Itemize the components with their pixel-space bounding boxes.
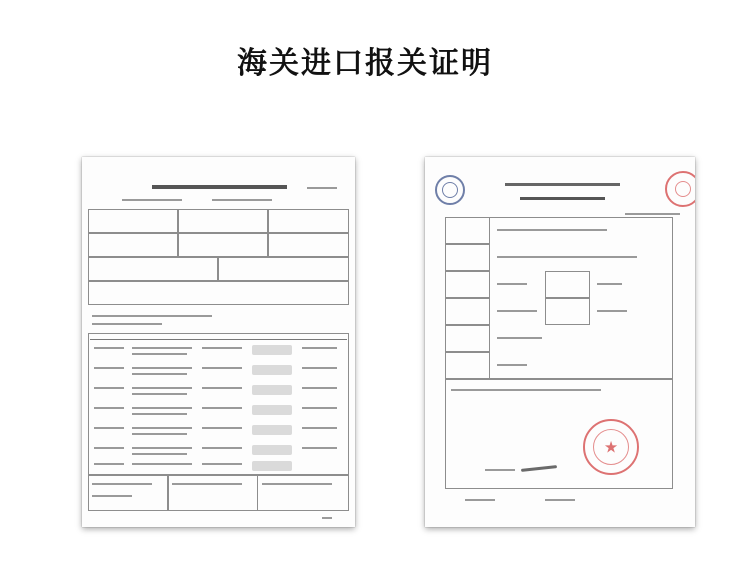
goods-row-line bbox=[202, 447, 242, 449]
certificate-value-line bbox=[497, 310, 537, 312]
certificate-label-cell bbox=[545, 271, 590, 298]
inspection-certificate-document bbox=[425, 157, 695, 527]
certificate-remarks-line bbox=[451, 389, 601, 391]
goods-row-line bbox=[94, 387, 124, 389]
goods-row-line bbox=[132, 427, 192, 429]
certificate-remarks-box bbox=[445, 379, 673, 489]
blurred-value bbox=[252, 405, 292, 415]
emblem-icon bbox=[435, 175, 465, 205]
goods-row-line bbox=[132, 463, 192, 465]
form-cell bbox=[268, 233, 349, 257]
form-text-line bbox=[92, 323, 162, 325]
certificate-label-cell bbox=[445, 325, 490, 352]
goods-item-table bbox=[88, 333, 349, 475]
form-cell bbox=[88, 209, 178, 233]
form-text-line bbox=[92, 495, 132, 497]
goods-row-line bbox=[132, 447, 192, 449]
goods-row-line bbox=[132, 413, 187, 415]
certificate-number-line bbox=[625, 213, 680, 215]
goods-row-line bbox=[202, 367, 242, 369]
certificate-label-cell bbox=[445, 298, 490, 325]
certificate-label-cell bbox=[545, 298, 590, 325]
goods-row-line bbox=[202, 427, 242, 429]
goods-row-line bbox=[302, 427, 337, 429]
certificate-label-cell bbox=[445, 217, 490, 244]
official-stamp-icon: ★ bbox=[583, 419, 639, 475]
goods-row-line bbox=[94, 367, 124, 369]
goods-row-line bbox=[302, 367, 337, 369]
goods-row-line bbox=[302, 447, 337, 449]
customs-declaration-document bbox=[82, 157, 355, 527]
certificate-value-line bbox=[597, 283, 622, 285]
goods-table-header-rule bbox=[90, 339, 347, 340]
certificate-title-line bbox=[505, 183, 620, 186]
certificate-value-line bbox=[497, 337, 542, 339]
form-footer-cell bbox=[168, 475, 258, 511]
certificate-value-line bbox=[497, 229, 607, 231]
goods-row-line bbox=[302, 407, 337, 409]
certificate-subtitle-line bbox=[520, 197, 605, 200]
page-number-mark bbox=[322, 517, 332, 519]
form-footer-cell bbox=[88, 475, 168, 511]
blurred-value bbox=[252, 385, 292, 395]
goods-row-line bbox=[94, 427, 124, 429]
blurred-value bbox=[252, 461, 292, 471]
certificate-value-line bbox=[497, 256, 637, 258]
blurred-value bbox=[252, 365, 292, 375]
goods-row-line bbox=[202, 347, 242, 349]
form-cell bbox=[268, 209, 349, 233]
form-number-line bbox=[212, 199, 272, 201]
form-cell bbox=[88, 257, 218, 281]
goods-row-line bbox=[132, 393, 187, 395]
certificate-label-cell bbox=[445, 352, 490, 379]
goods-row-line bbox=[132, 453, 187, 455]
blurred-value bbox=[252, 425, 292, 435]
goods-row-line bbox=[132, 367, 192, 369]
goods-row-line bbox=[132, 433, 187, 435]
goods-row-line bbox=[94, 463, 124, 465]
goods-row-line bbox=[132, 407, 192, 409]
certificate-footer-line bbox=[465, 499, 495, 501]
form-title-line bbox=[152, 185, 287, 189]
certificate-value-line bbox=[497, 364, 527, 366]
goods-row-line bbox=[94, 447, 124, 449]
goods-row-line bbox=[94, 407, 124, 409]
goods-row-line bbox=[202, 463, 242, 465]
goods-row-line bbox=[202, 387, 242, 389]
page-title: 海关进口报关证明 bbox=[237, 46, 493, 81]
certificate-label-cell bbox=[445, 244, 490, 271]
certificate-text-line bbox=[485, 469, 515, 471]
form-page-mark bbox=[307, 187, 337, 189]
red-seal-icon bbox=[665, 171, 695, 207]
certificate-footer-line bbox=[545, 499, 575, 501]
goods-row-line bbox=[132, 353, 187, 355]
blurred-value bbox=[252, 445, 292, 455]
goods-row-line bbox=[202, 407, 242, 409]
form-text-line bbox=[92, 315, 212, 317]
form-cell bbox=[178, 233, 268, 257]
blurred-value bbox=[252, 345, 292, 355]
form-text-line bbox=[262, 483, 332, 485]
certificate-label-cell bbox=[445, 271, 490, 298]
goods-row-line bbox=[132, 373, 187, 375]
form-text-line bbox=[92, 483, 152, 485]
form-cell bbox=[178, 209, 268, 233]
goods-row-line bbox=[94, 347, 124, 349]
form-cell bbox=[88, 233, 178, 257]
certificate-value-line bbox=[597, 310, 627, 312]
form-cell bbox=[218, 257, 349, 281]
goods-row-line bbox=[302, 347, 337, 349]
goods-row-line bbox=[132, 347, 192, 349]
form-number-line bbox=[122, 199, 182, 201]
goods-row-line bbox=[302, 387, 337, 389]
form-text-line bbox=[172, 483, 242, 485]
form-cell bbox=[88, 281, 349, 305]
goods-row-line bbox=[132, 387, 192, 389]
certificate-value-line bbox=[497, 283, 527, 285]
